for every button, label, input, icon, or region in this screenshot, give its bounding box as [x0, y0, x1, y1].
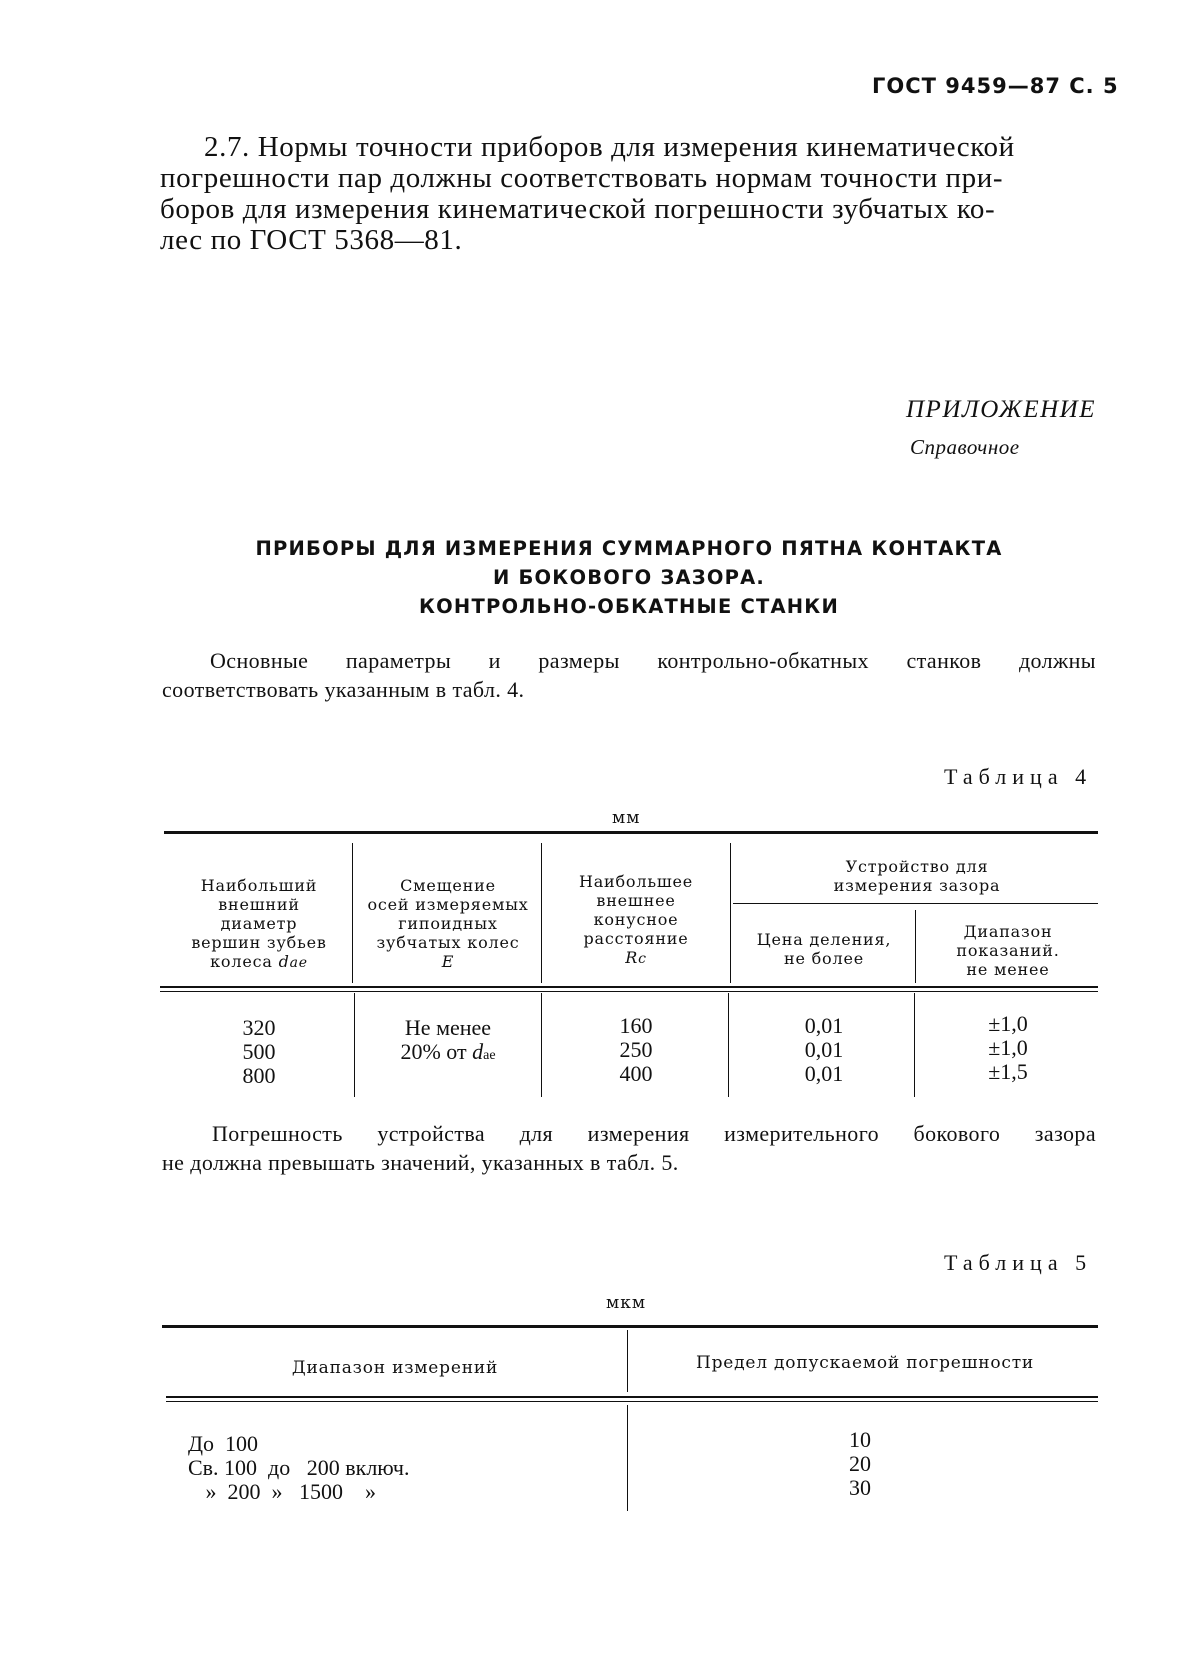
table5-range-cell: » 200 » 1500 »	[200, 1479, 376, 1504]
header-text: внешний	[218, 895, 300, 914]
appendix-title: ПРИЛОЖЕНИЕ	[906, 396, 1096, 423]
header-text: измерения зазора	[833, 876, 1001, 895]
header-text: Rc	[625, 948, 647, 967]
table-cell: 0,01	[804, 1061, 844, 1086]
appendix-subtitle: Справочное	[910, 435, 1020, 459]
table4-vline	[728, 993, 729, 1097]
table4-caption: Таблица 4	[944, 764, 1093, 789]
table5-limit-values	[812, 1428, 908, 1500]
error-line: Погрешность устройства для измерения измерительного бокового зазора	[212, 1121, 1096, 1146]
table4-header-col2	[356, 876, 540, 971]
table4-unit: мм	[612, 808, 641, 828]
header-text: показаний.	[956, 941, 1060, 960]
header-text: конусное	[593, 910, 679, 929]
header-text: зубчатых колес	[376, 933, 520, 952]
table4-col5-values	[918, 1012, 1098, 1084]
table4-vline	[915, 910, 916, 983]
table4-col3-values	[546, 1014, 726, 1086]
paragraph-line: боров для измерения кинематической погрешности зубчатых ко-	[160, 193, 996, 225]
table4-vline	[730, 843, 731, 983]
header-text: колеса dae	[210, 952, 308, 971]
table4-header-col5	[918, 922, 1098, 979]
table-cell: 320	[242, 1015, 276, 1040]
header-text: Наибольшее	[578, 872, 694, 891]
table4-vline	[354, 993, 355, 1097]
table-cell: 30	[849, 1475, 871, 1500]
table4-header-group	[736, 857, 1098, 895]
table5-header-col2: Предел допускаемой погрешности	[695, 1353, 1035, 1373]
table-cell: 400	[619, 1061, 653, 1086]
section-title-line: И БОКОВОГО ЗАЗОРА.	[492, 566, 766, 589]
table5-unit: мкм	[606, 1293, 647, 1313]
table-cell: ±1,0	[988, 1035, 1028, 1060]
header-text: не менее	[966, 960, 1050, 979]
table5-top-rule	[162, 1325, 1098, 1328]
table-cell: 10	[849, 1427, 871, 1452]
table4-top-rule	[164, 831, 1098, 834]
header-text: внешнее	[596, 891, 676, 910]
table4-header-rule	[160, 986, 1098, 992]
paragraph-2-7	[160, 132, 1098, 256]
header-text: гипоидных	[398, 914, 498, 933]
error-paragraph	[162, 1119, 1096, 1177]
table4-col2-values	[356, 1016, 540, 1068]
table4-vline	[541, 843, 542, 983]
table4-header-col4	[736, 930, 912, 968]
header-text: осей измеряемых	[367, 895, 529, 914]
table5-header-rule	[166, 1396, 1098, 1402]
section-title	[162, 534, 1096, 621]
table-cell: 0,01	[804, 1013, 844, 1038]
page-header: ГОСТ 9459—87 С. 5	[872, 74, 1119, 98]
intro-line: соответствовать указанным в табл. 4.	[162, 677, 525, 702]
table5-range-cell: Св. 100 до 200 включ.	[188, 1455, 410, 1480]
section-title-line: ПРИБОРЫ ДЛЯ ИЗМЕРЕНИЯ СУММАРНОГО ПЯТНА КОНТАКТА	[255, 537, 1003, 560]
table-cell: Не менее	[404, 1015, 492, 1040]
table4-header-col1	[170, 876, 348, 973]
header-text: Наибольший	[200, 876, 318, 895]
table4-vline	[914, 993, 915, 1097]
table-cell: 800	[242, 1063, 276, 1088]
intro-paragraph	[162, 646, 1096, 704]
header-text: расстояние	[583, 929, 689, 948]
header-text: Диапазон	[963, 922, 1053, 941]
header-text: Цена деления,	[756, 930, 892, 949]
table-cell: 250	[619, 1037, 653, 1062]
table5-header-col1: Диапазон измерений	[291, 1358, 499, 1378]
table4-group-rule	[733, 903, 1098, 904]
table-cell: ±1,5	[988, 1059, 1028, 1084]
table4-col1-values	[170, 1016, 348, 1088]
table-cell: 500	[242, 1039, 276, 1064]
header-text: Смещение	[400, 876, 496, 895]
table4-vline	[541, 993, 542, 1097]
table-cell: 20	[849, 1451, 871, 1476]
table4-vline	[352, 843, 353, 983]
table5-range-cell: До 100	[188, 1431, 259, 1456]
intro-line: Основные параметры и размеры контрольно-обкатных станков должны	[210, 648, 1096, 673]
table-cell: ±1,0	[988, 1011, 1028, 1036]
table5-vline	[627, 1405, 628, 1511]
header-text: вершин зубьев	[191, 933, 327, 952]
table4-header-col3	[546, 872, 726, 969]
table5-caption: Таблица 5	[944, 1250, 1093, 1275]
error-line: не должна превышать значений, указанных в табл. 5.	[162, 1150, 679, 1175]
paragraph-line: 2.7. Нормы точности приборов для измерения кинематической	[204, 131, 1015, 163]
table4-col4-values	[736, 1014, 912, 1086]
header-text: диаметр	[220, 914, 298, 933]
table-cell: 20% от dae	[400, 1039, 496, 1064]
table5-vline	[627, 1330, 628, 1392]
header-text: E	[441, 952, 455, 971]
paragraph-line: лес по ГОСТ 5368—81.	[160, 224, 463, 256]
paragraph-line: погрешности пар должны соответствовать нормам точности при-	[160, 162, 1004, 194]
header-text: не более	[784, 949, 864, 968]
header-text: Устройство для	[845, 857, 989, 876]
table-cell: 0,01	[804, 1037, 844, 1062]
table-cell: 160	[619, 1013, 653, 1038]
section-title-line: КОНТРОЛЬНО-ОБКАТНЫЕ СТАНКИ	[419, 595, 839, 618]
